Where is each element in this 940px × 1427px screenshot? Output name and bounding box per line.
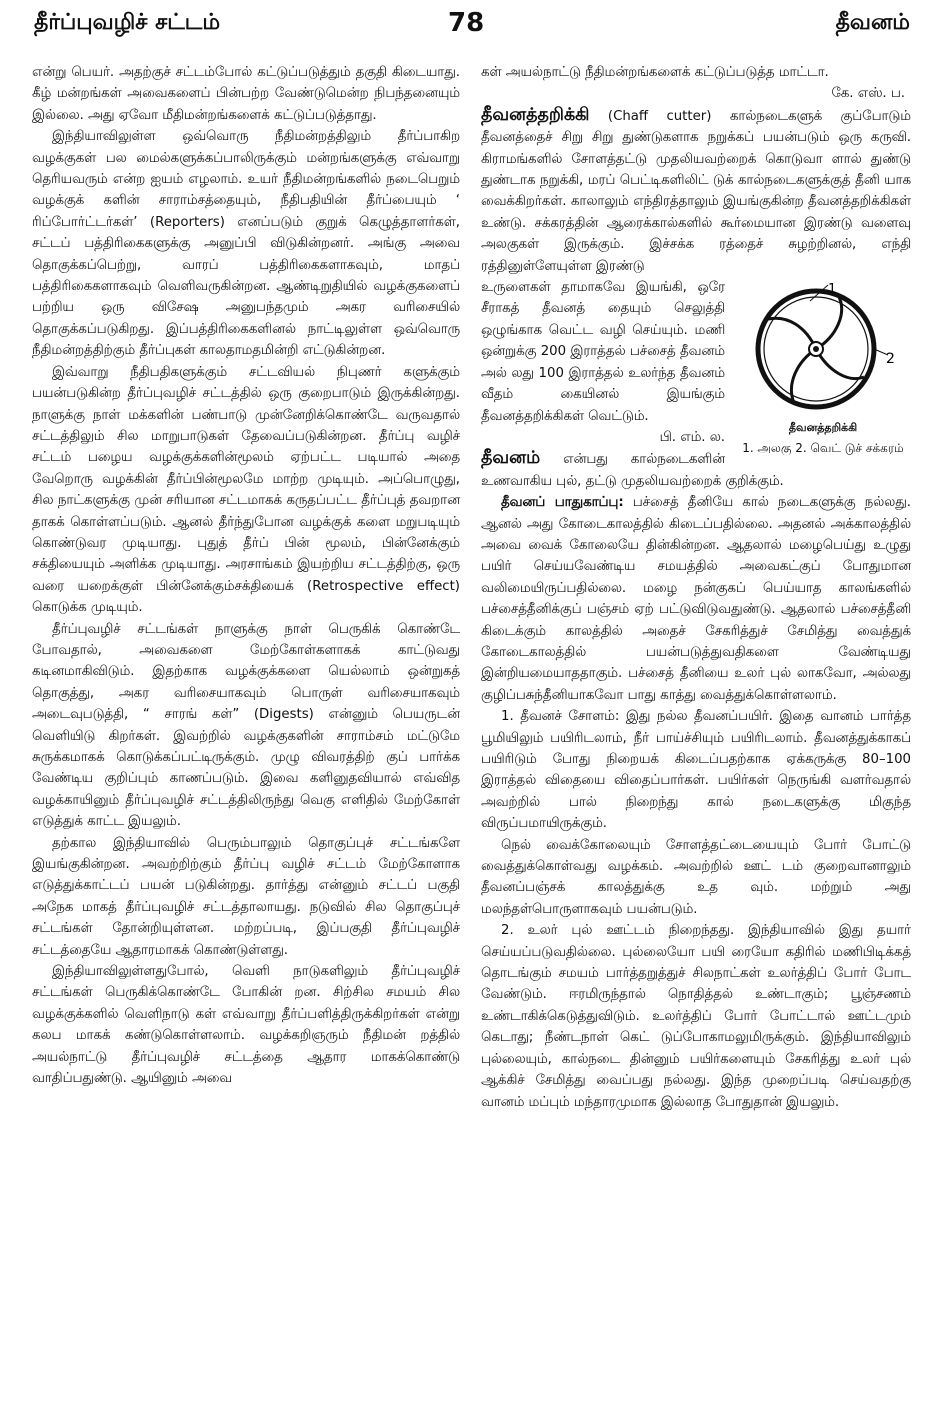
list-item-label: 1. தீவனச் சோளம்: [501, 709, 620, 725]
running-head-right: தீவனம் [835, 10, 910, 35]
author-signature: பி. எம். ல. [659, 429, 725, 445]
list-item [481, 706, 911, 834]
section-fodder-protection [481, 492, 911, 706]
list-item [481, 920, 911, 1113]
entry-headword: தீவனத்தறிக்கி [481, 104, 590, 125]
paragraph: இந்தியாவிலுள்ளதுபோல், வெளி நாடுகளிலும் தீர்ப்புவழிச் சட்டங்கள் பெருகிக்கொண்டே போகின் றன. சிற்சில சமயம் சில வழக்குக்களில் வெளிநாடு கள் எவ்வாறு தீர்ப்பளித்திருக்கிறர்கள் என்று கலப மாகக் கண்டுகொள்ளலாம். வழக்கறிஞரும் நீதிமன் றத்தில் அயல்நாட்டு தீர்ப்புவழிச் சட்டத்தை ஆதார மாகக்கொண்டு வாதிப்பதுண்டு. ஆயினும் அவை [32, 964, 460, 1087]
entry-chaff-cutter [481, 105, 911, 277]
paragraph: உருளைகள் தாமாகவே இயங்கி, ஒரே சீராகத் தீவனத் தையும் செலுத்தி ஒழுங்காக வெட்ட வழி செய்யும். மணி ஒன்றுக்கு 200 இராத்தல் பச்சைத் தீவனம் அல் லது 100 இராத்தல் உலர்ந்த தீவனம் வீதம் கையினல் இயங்கும் தீவனத்தறிக்கிகள் வெட்டும். [481, 280, 725, 424]
figure-legend: 1. அலகு 2. வெட் டுச் சக்கரம் [742, 441, 904, 456]
page-number: 78 [448, 8, 485, 38]
entry-headword: தீவனம் [481, 448, 541, 469]
chaff-cutter-wheel-drawing [748, 279, 898, 419]
running-head-left: தீர்ப்புவழிச் சட்டம் [34, 10, 221, 35]
figure-caption: தீவனத்தறிக்கி [788, 421, 858, 435]
entry-english-term: (Chaff cutter) [607, 108, 712, 124]
paragraph: தீர்ப்புவழிச் சட்டங்கள் நாளுக்கு நாள் பெருகிக் கொண்டே போவதால், அவைகளை மேற்கோள்களாகக் காட்டுவது கடினமாகிவிடும். இதற்காக வழக்குக்களை யெல்லாம் ஒன்றுகத் தொகுத்து, அகர வரிசையாகவும் பொருள் வரிசையாகவும் அடைவுபடுத்தி, “ சாரங் கள்” (Digests) என்னும் பெயருடன் வெளியிடு கிறர்கள். இவற்றில் வழக்குகளின் சாராம்சம் மட்டுமே சுருக்கமாகக் கொடுக்கப்பட்டிருக்கும். முழு விவரத்திற் குப் பார்க்க வேண்டிய குறிப்பும் காணப்படும். இவை களினுதவியால் எவ்வித வழக்காயினும் தீர்ப்புவழிச் சட்டத்திலிருந்து வெகு எளிதில் மேற்கோள் எடுத்துக் காட்ட இயலும். [32, 621, 460, 830]
paragraph: இவ்வாறு நீதிபதிகளுக்கும் சட்டவியல் நிபுணர் களுக்கும் பயன்படுகின்ற தீர்ப்புவழிச் சட்டத்தில் ஒரு குறைபாடும் இருக்கின்றது. நாளுக்கு நாள் மக்களின் பண்பாடு முன்னேறிக்கொண்டே வருவதால் சட்டத்திலும் சில மாறுபாடுகள் தேவைப்படுகின்றன. தீர்ப்பு வழிச் சட்டம் பழைய வழக்குக்களின்மூலம் ஏற்பட்ட படியால் அதை வேறொரு வழக்கின் தீர்ப்பின்மூலமே மாற்ற முடியும். அப்பொழுது, சில நாட்களுக்கு முன் சரியான சட்டமாகக் கருதப்பட்ட தீர்ப்புத் தவறான தாகக் கொள்ளப்படும். ஆனல் தீர்ந்துபோன வழக்குக் களை மறுபடியும் கொண்டுவர முடியாது. புதுத் தீர்ப் பின் மூலம், பின்னேக்கும் சக்தியையும் அளிக்க முடியாது. அரசாங்கம் இயற்றிய சட்டத்திற்கு, ஒரு வரை யறைக்குள் பின்னேக்கும்சக்தியைக் (Retrospective effect) கொடுக்க முடியும். [32, 364, 460, 616]
paragraph: என்று பெயர். அதற்குச் சட்டம்போல் கட்டுப்படுத்தும் தகுதி கிடையாது. கீழ் மன்றங்கள் அவைகளைப் பின்பற்ற வேண்டுமென்ற நிபந்தனையும் இல்லை. அது ஏவோ மீதிமன்றங்களைக் கட்டுப்படுத்தாது. [32, 65, 460, 123]
chaff-cutter-figure [735, 279, 911, 457]
section-text: பச்சைத் தீனியே கால் நடைகளுக்கு நல்லது. ஆனல் அது கோடைகாலத்தில் கிடைப்பதில்லை. அதனல் அக்காலத்தில் அவை வைக் கோலையே தின்கின்றன. ஆதலால் மழைபெய்து உழுது பயிர் செய்யவேண்டிய சமயத்தில் அவைகட்குப் போதுமான வலிமையிருப்பதில்லை. மழை நன்குகப் பெய்யாத காலங்களில் பச்சைத்தீனிக்குப் பஞ்சம் ஏற் பட்டுவிடுவதுண்டு. ஆதலால் பச்சைத்தீனி கிடைக்கும் காலத்தில் அதைச் சேகரித்துச் சேமித்து வைத்துக் கோடைகாலத்தில் பயன்படுத்துவதிகளை வேண்டியது இன்றியமையாததாகும். பச்சைத் தீனியை உலர் புல் லாகவோ, அல்லது குழிப்பசுந்தீனியாகவோ பாது காத்து வைத்துக்கொள்ளலாம். [481, 495, 911, 703]
paragraph: இந்தியாவிலுள்ள ஒவ்வொரு நீதிமன்றத்திலும் தீர்ப்பாகிற வழக்குகள் பல மைல்களுக்கப்பாலிருக்கும் மன்றங்களுக்கு எவ்வாறு தெரியவரும் என்ற ஐயம் எழலாம். உயர் நீதிமன்றங்களில் நடைபெறும் வழக்குக் களின் சாராம்சத்தையும், நீதிபதியின் தீர்ப்பையும் ‘ ரிப்போர்ட்டர்கள்’ (Reporters) எனப்படும் குறுக் கெழுத்தாளர்கள், சட்டப் பத்திரிகைகளுக்கு அனுப்பி விடுகின்றனர். அங்கு அவை தொகுக்கப்பெற்று, வாரப் பத்திரிகைகளாகவும், மாதப் பத்திரிகைகளாகவும் வெளிவருகின்றன. ஆண்டிறுதியில் வழக்குகளைப் பற்றிய ஒரு விசேஷ அனுபந்தமும் அகர வரிசையில் தொகுக்கப்படுகிறது. இப்பத்திரிகைகளினல் நாட்டிலுள்ள ஒவ்வொரு நீதிமன்றத்திற்கும் தீர்ப்புகள் காலதாமதமின்றி எட்டுகின்றன. [32, 129, 460, 359]
paragraph: நெல் வைக்கோலையும் சோளத்தட்டையையும் போர் போட்டு வைத்துக்கொள்வது வழக்கம். அவற்றில் ஊட் டம் குறைவானாலும் தீவனப்பஞ்சக் காலத்துக்கு உத வும். மற்றும் அது மலந்தள்பொருளாகவும் பயன்படும். [481, 837, 911, 917]
entry-text: என்பது கால்நடைகளின் உணவாகிய புல், தட்டு முதலியவற்றைக் குறிக்கும். [481, 452, 784, 489]
author-signature: கே. எஸ். ப. [831, 86, 905, 102]
figure-label-2: 2 [886, 351, 895, 368]
entry-text: கால்நடைகளுக் குப்போடும் தீவனத்தைச் சிறு சிறு துண்டுகளாக நறுக்கப் பயன்படும் ஒரு கருவி. கிராமங்களில் சோளத்தட்டு முதலியவற்றைக் கொடுவா ளால் துண்டு துண்டாக நறுக்கி, மரப் பெட்டிகளிலிட் டுக் கால்நடைகளுக்குத் தீனி யாக வைக்கிறர்கள். காலாலும் எந்திரத்தாலும் இயங்குகின்ற தீவனத்தறிக்கிகள் உண்டு. சக்கரத்தின் ஆரைக்கால்களில் கூர்மையான இரண்டு வளைவு அலகுகள் இருக்கும். இச்சக்க ரத்தைச் சுழற்றினல், எந்தி ரத்தினுள்ளேயுள்ள இரண்டு [481, 108, 912, 274]
right-column [481, 62, 911, 1113]
list-item-text: இது நல்ல தீவனப்பயிர். இதை வானம் பார்த்த பூமியிலும் பயிரிடலாம், நீர் பாய்ச்சியும் பயிரிடலாம். தீவனத்துக்காகப் பயிரிடும் போது நிறையக் கிடைப்பதற்காக ஏக்கருக்கு 80–100 இராத்தல் விதையை விதைப்பார்கள். பயிர்கள் நெருங்கி வளர்வதால் அவற்றில் பால் நிறைந்து கால் நடைகளுக்கு மிகுந்த விருப்பமாயிருக்கும். [481, 709, 911, 832]
list-item-label: 2. உலர் புல் [501, 923, 593, 939]
list-item-text: ஊட்டம் நிறைந்தது. இந்தியாவில் இது தயார் செய்யப்படுவதில்லை. புல்லையோ பயி ரையோ கதிரில் மணிபிடிக்கத் தொடங்கும் சமயம் பார்த்தறுத்துச் சிலநாட்கள் உலர்த்திப் போர் போட வேண்டும். ஈரமிருந்தால் நொதித்தல் உண்டாகும்; பூஞ்சணம் உண்டாகிக்கெடுத்துவிடும். உலர்த்திப் போர் போட்டால் ஊட்டமும் கெடாது; நீண்டநாள் கெட் டுப்போகாமலுமிருக்கும். இந்தியாவிலும் புல்லையும், கால்நடை தின்னும் பயிர்களையும் சேகரித்து உலர் புல் ஆக்கிச் சேமித்து வைப்பது நல்லது. இந்த முறைப்படி செய்வதற்கு வானம் மப்பும் மந்தாரமுமாக இல்லாத போதுதான் இயலும். [481, 923, 912, 1110]
paragraph: தற்கால இந்தியாவில் பெரும்பாலும் தொகுப்புச் சட்டங்களே இயங்குகின்றன. அவற்றிற்கும் தீர்ப்பு வழிச் சட்டம் மேற்கோளாக எடுத்துக்காட்டப் பயன் படுகின்றது. தார்த்து என்னும் சட்டப் பகுதி அநேக மாகத் தீர்ப்புவழிச் சட்டத்தாலாயது. நடுவில் சில தொகுப்புச் சட்டங்கள் தோன்றியுள்ளன. மற்றப்படி, இப்பகுதி தீர்ப்புவழிச் சட்டத்தையே ஆதாரமாகக் கொண்டுள்ளது. [32, 835, 460, 958]
left-column [32, 62, 460, 1090]
figure-label-1: 1 [828, 282, 837, 298]
section-heading: தீவனப் பாதுகாப்பு: [501, 495, 624, 511]
paragraph: கள் அயல்நாட்டு நீதிமன்றங்களைக் கட்டுப்படுத்த மாட்டா. [481, 65, 829, 80]
